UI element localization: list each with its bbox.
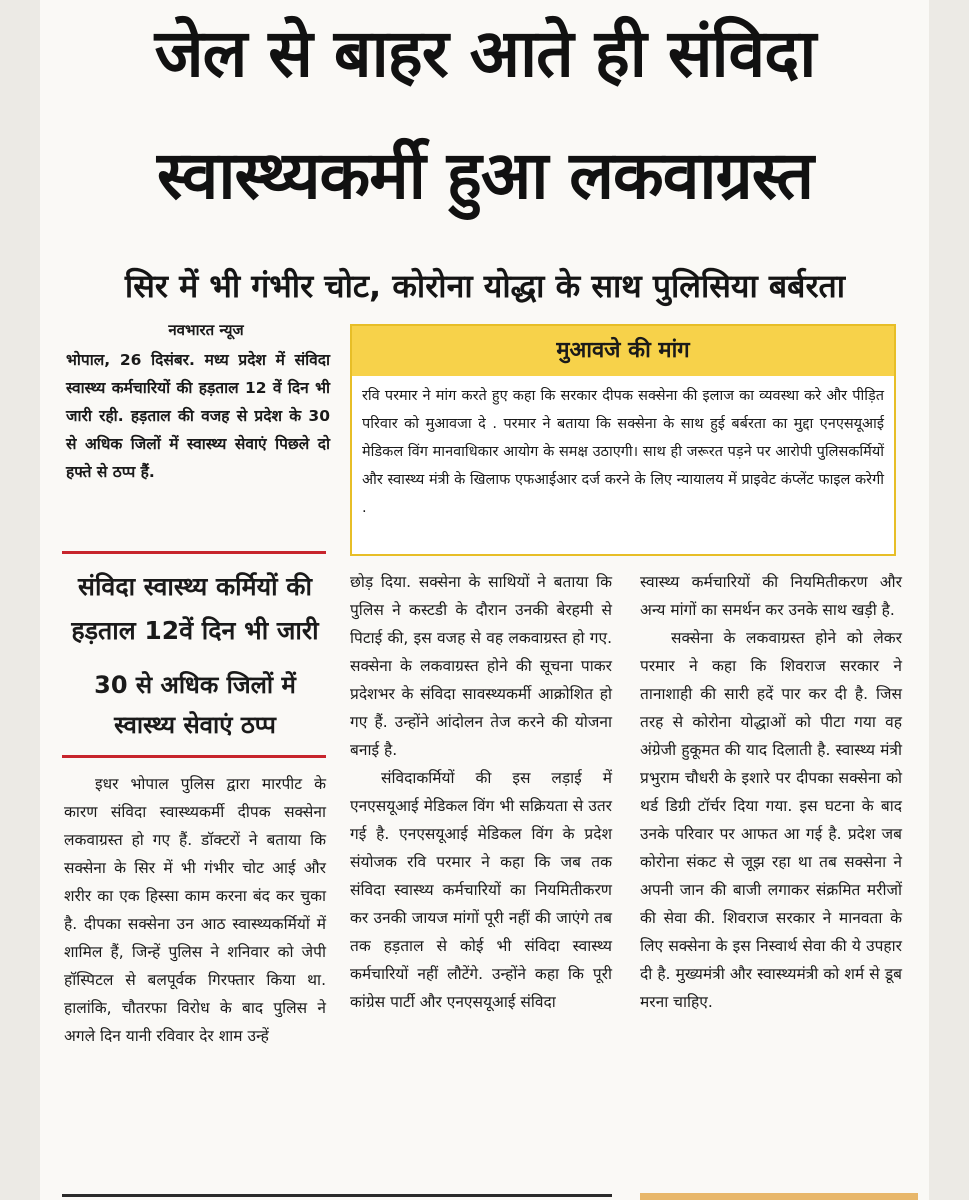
side-headline-line-2: हड़ताल 12वें दिन भी जारी [71, 616, 319, 645]
next-article-strip [640, 1193, 918, 1200]
column-2-paragraph-1: छोड़ दिया. सक्सेना के साथियों ने बताया कि पुलिस ने कस्टडी के दौरान उनकी बेरहमी से पिटाई की, इस वजह से वह लकवाग्रस्त हो गए. सक्सेना के लकवाग्रस्त होने की सूचना पाकर प्रदेशभर के संविदा सावस्थ्यकर्मी आक्रोशित हो गए हैं. उन्होंने आंदोलन तेज करने की योजना बनाई है. [350, 573, 612, 759]
column-1-paragraph: इधर भोपाल पुलिस द्वारा मारपीट के कारण संविदा स्वास्थ्यकर्मी दीपक सक्सेना लकवाग्रस्त हो गए हैं. डॉक्टरों ने बताया कि सक्सेना के सिर में भी गंभीर चोट आई और शरीर का एक हिस्सा काम करना बंद कर चुका है. दीपका सक्सेना उन आठ स्वास्थ्यकर्मियों में शामिल हैं, जिन्हें पुलिस ने शनिवार को जेपी हॉस्पिटल से बलपूर्वक गिरफ्तार किया था. हालांकि, चौतरफा विरोध के बाद पुलिस ने अगले दिन यानी रविवार देर शाम उन्हें [64, 775, 326, 1045]
headline-line-1: जेल से बाहर आते ही संविदा [154, 15, 816, 92]
red-rule-bottom [62, 755, 326, 758]
bottom-rule [62, 1194, 612, 1197]
side-headline-line-3: 30 से अधिक जिलों में [94, 671, 296, 699]
compensation-demand-box [350, 324, 896, 556]
column-3-paragraph-1: स्वास्थ्य कर्मचारियों की नियमितीकरण और अन्य मांगों का समर्थन कर उनके साथ खड़ी है. [640, 573, 902, 619]
box-body: रवि परमार ने मांग करते हुए कहा कि सरकार दीपक सक्सेना की इलाज का व्यवस्था करे और पीड़ित परिवार को मुआवजा दे . परमार ने बताया कि सक्सेना के साथ हुई बर्बरता का मुद्दा एनएसयूआई मेडिकल विंग मानवाधिकार आयोग के समक्ष उठाएगी। साथ ही जरूरत पड़ने पर आरोपी पुलिसकर्मियों और स्वास्थ्य मंत्री के खिलाफ एफआईआर दर्ज करने के लिए न्यायालय में प्राइवेट कंप्लेंट फाइल करेगी . [362, 388, 884, 516]
headline-line-2: स्वास्थ्यकर्मी हुआ लकवाग्रस्त [156, 137, 814, 214]
byline: नवभारत न्यूज [168, 321, 244, 339]
left-page-shadow [0, 0, 40, 1200]
side-headline-line-1: संविदा स्वास्थ्य कर्मियों की [78, 572, 312, 601]
article-column-1 [64, 770, 326, 1050]
intro-paragraph: भोपाल, 26 दिसंबर. मध्य प्रदेश में संविदा स्वास्थ्य कर्मचारियों की हड़ताल 12 वें दिन भी जारी रही. हड़ताल की वजह से प्रदेश के 30 से अधिक जिलों में स्वास्थ्य सेवाएं पिछले दो हफ्ते से ठप्प हैं. [66, 351, 330, 481]
subheadline: सिर में भी गंभीर चोट, कोरोना योद्धा के साथ पुलिसिया बर्बरता [124, 267, 846, 305]
article-column-3 [640, 568, 902, 1016]
column-3-paragraph-2: सक्सेना के लकवाग्रस्त होने को लेकर परमार ने कहा कि शिवराज सरकार ने तानाशाही की सारी हदें पार कर दी है. जिस तरह से कोरोना योद्धाओं को पीटा गया वह अंग्रेजी हुकूमत की याद दिलाती है. स्वास्थ्य मंत्री प्रभुराम चौधरी के इशारे पर दीपका सक्सेना को थर्ड डिग्री टॉर्चर दिया गया. इस घटना के बाद उनके परिवार पर आफत आ गई है. प्रदेश जब कोरोना संकट से जूझ रहा था तब सक्सेना ने अपनी जान की बाजी लगाकर संक्रमित मरीजों की सेवा की. शिवराज सरकार ने मानवता के लिए सक्सेना के इस निस्वार्थ सेवा की ये उपहार दी है. मुख्यमंत्री और स्वास्थ्यमंत्री को शर्म से डूब मरना चाहिए. [640, 629, 902, 1011]
side-headline-line-4: स्वास्थ्य सेवाएं ठप्प [114, 711, 276, 739]
box-title: मुआवजे की मांग [352, 326, 894, 376]
red-rule-top [62, 551, 326, 554]
right-page-shadow [929, 0, 969, 1200]
column-2-paragraph-2: संविदाकर्मियों की इस लड़ाई में एनएसयूआई मेडिकल विंग भी सक्रियता से उतर गई है. एनएसयूआई मेडिकल विंग के प्रदेश संयोजक रवि परमार ने कहा कि जब तक संविदा स्वास्थ्य कर्मचारियों का नियमितीकरण कर उनकी जायज मांगों पूरी नहीं की जाएंगे तब तक हड़ताल से कोई भी संविदा स्वास्थ्य कर्मचारियों नहीं लौटेंगे. उन्होंने कहा कि पूरी कांग्रेस पार्टी और एनएसयूआई संविदा [350, 769, 612, 1011]
article-column-2 [350, 568, 612, 1016]
